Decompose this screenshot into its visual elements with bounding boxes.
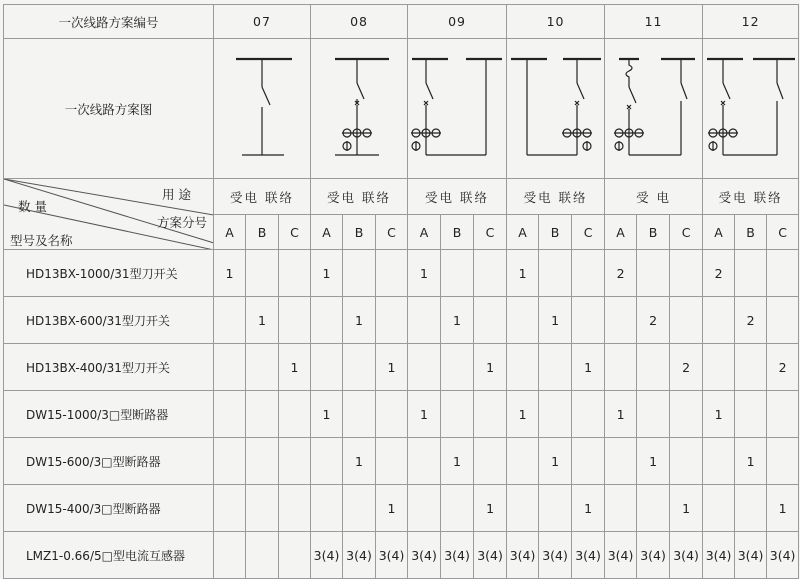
quantity-cell — [572, 438, 605, 485]
quantity-cell: 1 — [637, 438, 670, 485]
quantity-cell — [343, 344, 376, 391]
quantity-cell — [246, 485, 279, 532]
scheme-number-08: 08 — [311, 5, 408, 39]
quantity-cell — [376, 438, 408, 485]
quantity-cell — [735, 391, 767, 438]
sub-letter: B — [246, 215, 279, 250]
quantity-cell: 3(4) — [343, 532, 376, 579]
table-row — [4, 297, 799, 344]
quantity-cell: 1 — [539, 438, 572, 485]
quantity-cell — [539, 391, 572, 438]
quantity-cell: 3(4) — [539, 532, 572, 579]
quantity-cell — [507, 485, 539, 532]
table-row — [4, 344, 799, 391]
usage-08: 受电 联络 — [311, 179, 408, 215]
quantity-cell — [474, 297, 507, 344]
quantity-cell: 1 — [376, 485, 408, 532]
quantity-cell — [637, 250, 670, 297]
quantity-cell — [408, 297, 441, 344]
quantity-cell — [343, 391, 376, 438]
quantity-cell — [767, 391, 799, 438]
circuit-diagram-09-svg — [408, 49, 507, 169]
quantity-cell: 2 — [703, 250, 735, 297]
quantity-cell: 1 — [572, 344, 605, 391]
quantity-cell — [214, 438, 246, 485]
quantity-cell — [343, 250, 376, 297]
quantity-cell: 3(4) — [441, 532, 474, 579]
sub-letter: A — [703, 215, 735, 250]
component-label: DW15-400/3□型断路器 — [4, 485, 214, 532]
quantity-cell — [735, 250, 767, 297]
sub-letter: A — [605, 215, 637, 250]
quantity-cell — [735, 485, 767, 532]
sub-letter: C — [670, 215, 703, 250]
sub-letter: B — [343, 215, 376, 250]
quantity-cell — [441, 344, 474, 391]
usage-10: 受电 联络 — [507, 179, 605, 215]
scheme-diagram-row — [4, 39, 799, 179]
component-label: HD13BX-400/31型刀开关 — [4, 344, 214, 391]
circuit-diagram-07 — [214, 39, 311, 179]
quantity-header-label: 数 量 — [18, 199, 47, 214]
quantity-cell: 3(4) — [408, 532, 441, 579]
quantity-cell: 1 — [408, 250, 441, 297]
quantity-cell — [670, 438, 703, 485]
scheme-sub-number-header-label: 方案分号 — [156, 215, 207, 230]
quantity-cell — [214, 344, 246, 391]
quantity-cell: 3(4) — [376, 532, 408, 579]
quantity-cell — [637, 344, 670, 391]
quantity-cell — [279, 391, 311, 438]
quantity-cell — [637, 485, 670, 532]
quantity-cell — [572, 250, 605, 297]
quantity-cell — [279, 438, 311, 485]
quantity-cell: 1 — [376, 344, 408, 391]
quantity-cell — [246, 532, 279, 579]
quantity-cell — [670, 250, 703, 297]
circuit-diagram-10-svg — [507, 49, 605, 169]
quantity-cell — [637, 391, 670, 438]
quantity-cell — [246, 438, 279, 485]
quantity-cell — [507, 297, 539, 344]
table-row — [4, 438, 799, 485]
sub-letter: C — [474, 215, 507, 250]
quantity-cell — [279, 250, 311, 297]
quantity-cell: 3(4) — [735, 532, 767, 579]
scheme-number-07: 07 — [214, 5, 311, 39]
sub-letter: C — [767, 215, 799, 250]
quantity-cell — [703, 344, 735, 391]
quantity-cell — [605, 485, 637, 532]
quantity-cell — [214, 297, 246, 344]
quantity-cell: 1 — [572, 485, 605, 532]
quantity-cell — [767, 250, 799, 297]
scheme-table — [3, 4, 799, 579]
quantity-cell — [343, 485, 376, 532]
quantity-cell: 1 — [735, 438, 767, 485]
quantity-cell — [214, 485, 246, 532]
quantity-cell — [214, 532, 246, 579]
sub-letter: C — [572, 215, 605, 250]
sub-letter: A — [311, 215, 343, 250]
sub-letter: A — [214, 215, 246, 250]
quantity-cell — [572, 297, 605, 344]
quantity-cell — [703, 438, 735, 485]
circuit-diagram-11 — [605, 39, 703, 179]
quantity-cell: 1 — [703, 391, 735, 438]
quantity-cell: 1 — [605, 391, 637, 438]
sub-letter: B — [441, 215, 474, 250]
quantity-cell: 2 — [637, 297, 670, 344]
quantity-cell — [605, 297, 637, 344]
quantity-cell — [311, 344, 343, 391]
sub-letter: B — [735, 215, 767, 250]
quantity-cell: 1 — [441, 438, 474, 485]
quantity-cell — [572, 391, 605, 438]
usage-07: 受电 联络 — [214, 179, 311, 215]
quantity-cell — [474, 391, 507, 438]
quantity-cell: 1 — [767, 485, 799, 532]
quantity-cell — [408, 344, 441, 391]
sub-letter: A — [507, 215, 539, 250]
quantity-cell — [408, 485, 441, 532]
quantity-cell: 2 — [605, 250, 637, 297]
quantity-cell: 2 — [670, 344, 703, 391]
quantity-cell: 1 — [474, 485, 507, 532]
component-label: HD13BX-600/31型刀开关 — [4, 297, 214, 344]
quantity-cell — [311, 485, 343, 532]
circuit-diagram-08 — [311, 39, 408, 179]
quantity-cell: 1 — [214, 250, 246, 297]
circuit-diagram-11-svg — [605, 49, 703, 169]
quantity-cell: 3(4) — [670, 532, 703, 579]
quantity-cell — [605, 438, 637, 485]
circuit-diagram-09 — [408, 39, 507, 179]
scheme-number-row — [4, 5, 799, 39]
quantity-cell — [376, 297, 408, 344]
quantity-cell: 1 — [539, 297, 572, 344]
quantity-cell: 1 — [343, 438, 376, 485]
component-rows — [4, 250, 799, 579]
quantity-cell — [376, 250, 408, 297]
quantity-cell — [767, 438, 799, 485]
scheme-number-11: 11 — [605, 5, 703, 39]
quantity-cell: 1 — [246, 297, 279, 344]
component-label: DW15-1000/3□型断路器 — [4, 391, 214, 438]
quantity-cell: 3(4) — [767, 532, 799, 579]
circuit-diagram-12 — [703, 39, 799, 179]
quantity-cell: 1 — [474, 344, 507, 391]
diagonal-header-cell — [4, 179, 214, 250]
quantity-cell — [376, 391, 408, 438]
quantity-cell: 1 — [279, 344, 311, 391]
sub-letter: B — [637, 215, 670, 250]
sub-letter: B — [539, 215, 572, 250]
quantity-cell: 1 — [311, 250, 343, 297]
quantity-cell — [246, 250, 279, 297]
quantity-cell — [767, 297, 799, 344]
usage-row — [4, 179, 799, 215]
quantity-cell — [441, 485, 474, 532]
component-label: HD13BX-1000/31型刀开关 — [4, 250, 214, 297]
sub-letter: A — [408, 215, 441, 250]
quantity-cell — [507, 438, 539, 485]
quantity-cell: 3(4) — [572, 532, 605, 579]
model-name-header-label: 型号及名称 — [10, 233, 73, 248]
circuit-diagram-07-svg — [214, 49, 311, 169]
quantity-cell — [670, 297, 703, 344]
quantity-cell: 3(4) — [474, 532, 507, 579]
quantity-cell — [605, 344, 637, 391]
sub-letter: C — [376, 215, 408, 250]
circuit-diagram-08-svg — [311, 49, 408, 169]
quantity-cell: 1 — [441, 297, 474, 344]
circuit-diagram-10 — [507, 39, 605, 179]
quantity-cell: 3(4) — [703, 532, 735, 579]
quantity-cell — [279, 532, 311, 579]
quantity-cell — [507, 344, 539, 391]
quantity-cell — [408, 438, 441, 485]
quantity-cell: 1 — [507, 250, 539, 297]
quantity-cell — [441, 250, 474, 297]
usage-11: 受 电 — [605, 179, 703, 215]
component-label: DW15-600/3□型断路器 — [4, 438, 214, 485]
quantity-cell — [246, 391, 279, 438]
scheme-number-10: 10 — [507, 5, 605, 39]
table-row — [4, 250, 799, 297]
quantity-cell — [539, 250, 572, 297]
quantity-cell — [703, 297, 735, 344]
quantity-cell — [474, 438, 507, 485]
quantity-cell: 2 — [767, 344, 799, 391]
quantity-cell: 3(4) — [637, 532, 670, 579]
usage-09: 受电 联络 — [408, 179, 507, 215]
quantity-cell: 3(4) — [605, 532, 637, 579]
quantity-cell — [279, 297, 311, 344]
scheme-diagram-label: 一次线路方案图 — [4, 39, 214, 179]
quantity-cell — [246, 344, 279, 391]
quantity-cell — [311, 297, 343, 344]
scheme-number-09: 09 — [408, 5, 507, 39]
scheme-number-label: 一次线路方案编号 — [4, 5, 214, 39]
quantity-cell: 1 — [507, 391, 539, 438]
table-row — [4, 532, 799, 579]
scheme-number-12: 12 — [703, 5, 799, 39]
quantity-cell — [441, 391, 474, 438]
table-row — [4, 485, 799, 532]
quantity-cell: 1 — [408, 391, 441, 438]
sub-letter: C — [279, 215, 311, 250]
quantity-cell — [735, 344, 767, 391]
quantity-cell: 2 — [735, 297, 767, 344]
quantity-cell: 3(4) — [507, 532, 539, 579]
quantity-cell: 1 — [670, 485, 703, 532]
usage-header-label: 用 途 — [162, 187, 191, 202]
quantity-cell: 3(4) — [311, 532, 343, 579]
quantity-cell — [279, 485, 311, 532]
quantity-cell — [311, 438, 343, 485]
quantity-cell — [214, 391, 246, 438]
quantity-cell: 1 — [311, 391, 343, 438]
quantity-cell — [670, 391, 703, 438]
quantity-cell — [474, 250, 507, 297]
component-label: LMZ1-0.66/5□型电流互感器 — [4, 532, 214, 579]
quantity-cell — [703, 485, 735, 532]
usage-12: 受电 联络 — [703, 179, 799, 215]
table-row — [4, 391, 799, 438]
quantity-cell: 1 — [343, 297, 376, 344]
circuit-diagram-12-svg — [703, 49, 799, 169]
quantity-cell — [539, 344, 572, 391]
quantity-cell — [539, 485, 572, 532]
